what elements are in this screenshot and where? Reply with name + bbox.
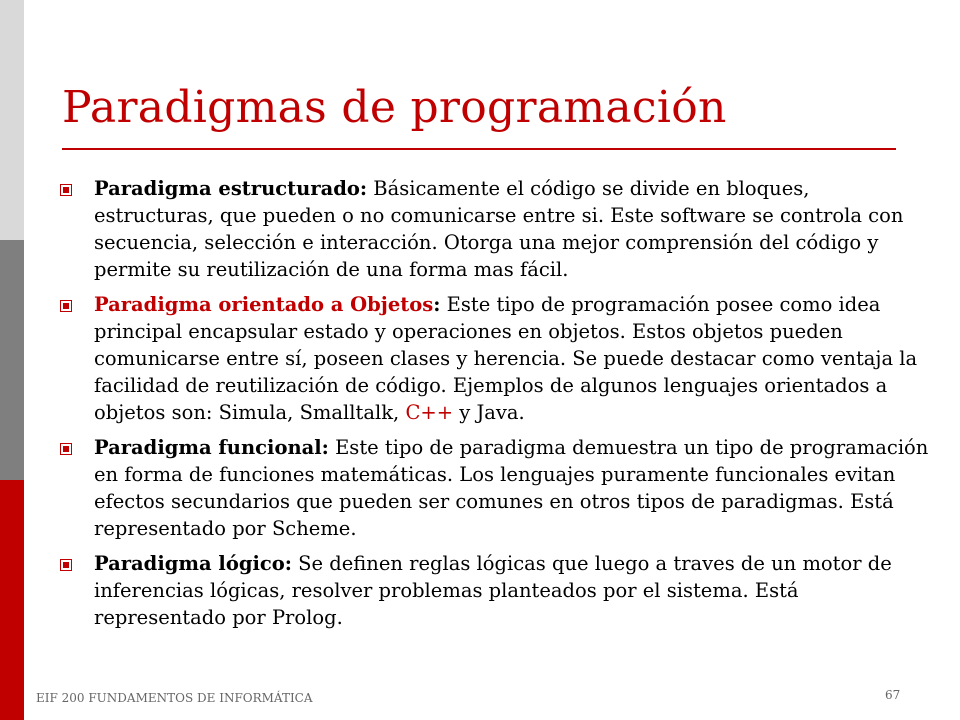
square-bullet-icon: [60, 559, 72, 571]
bullet-text: Se definen reglas lógicas que luego a traves de un motor de inferencias lógicas, resolver problemas planteados por el sistema. Está representado por Prolog.: [94, 552, 892, 629]
bullet-term: Paradigma funcional:: [94, 436, 329, 459]
slide-title: Paradigmas de programación: [62, 82, 727, 133]
square-bullet-icon: [60, 184, 72, 196]
bullet-term-colon: :: [433, 293, 441, 316]
bullet-object-oriented: [60, 291, 930, 426]
bullet-text: Básicamente el código se divide en bloques, estructuras, que pueden o no comunicarse entre si. Este software se controla con secuencia, selección e interacción. Otorga una mejor comprensión del código y permite su reutilización de una forma mas fácil.: [94, 177, 904, 281]
bullet-text: Este tipo de paradigma demuestra un tipo de programación en forma de funciones matemáticas. Los lenguajes puramente funcionales evitan efectos secundarios que pueden ser comunes en otros tipos de paradigmas. Está representado por Scheme.: [94, 436, 929, 540]
side-bar-gray-segment: [0, 240, 24, 480]
bullet-term: Paradigma lógico:: [94, 552, 292, 575]
bullet-structured: [60, 175, 930, 283]
bullet-text: Este tipo de programación posee como idea principal encapsular estado y operaciones en objetos. Estos objetos pueden comunicarse entre sí, poseen clases y herencia. Se puede destacar como ventaja la facilidad de reutilización de código. Ejemplos de algunos lenguajes orientados a objetos son: Simula, Smalltalk,: [94, 293, 918, 424]
side-bar-light-segment: [0, 0, 24, 240]
side-bar-red-segment: [0, 480, 24, 720]
bullet-term: Paradigma estructurado:: [94, 177, 368, 200]
bullet-functional: [60, 434, 930, 542]
bullet-text-end: y Java.: [453, 401, 525, 424]
bullet-logic: [60, 550, 930, 631]
square-bullet-icon: [60, 443, 72, 455]
square-bullet-icon: [60, 300, 72, 312]
side-color-bar: [0, 0, 24, 720]
bullet-list: [60, 175, 930, 639]
bullet-term: Paradigma orientado a Objetos: [94, 293, 434, 316]
footer-course-name: EIF 200 FUNDAMENTOS DE INFORMÁTICA: [36, 691, 313, 705]
cpp-highlight: C++: [405, 401, 454, 424]
page-number: 67: [885, 688, 901, 702]
title-underline: [62, 148, 896, 150]
